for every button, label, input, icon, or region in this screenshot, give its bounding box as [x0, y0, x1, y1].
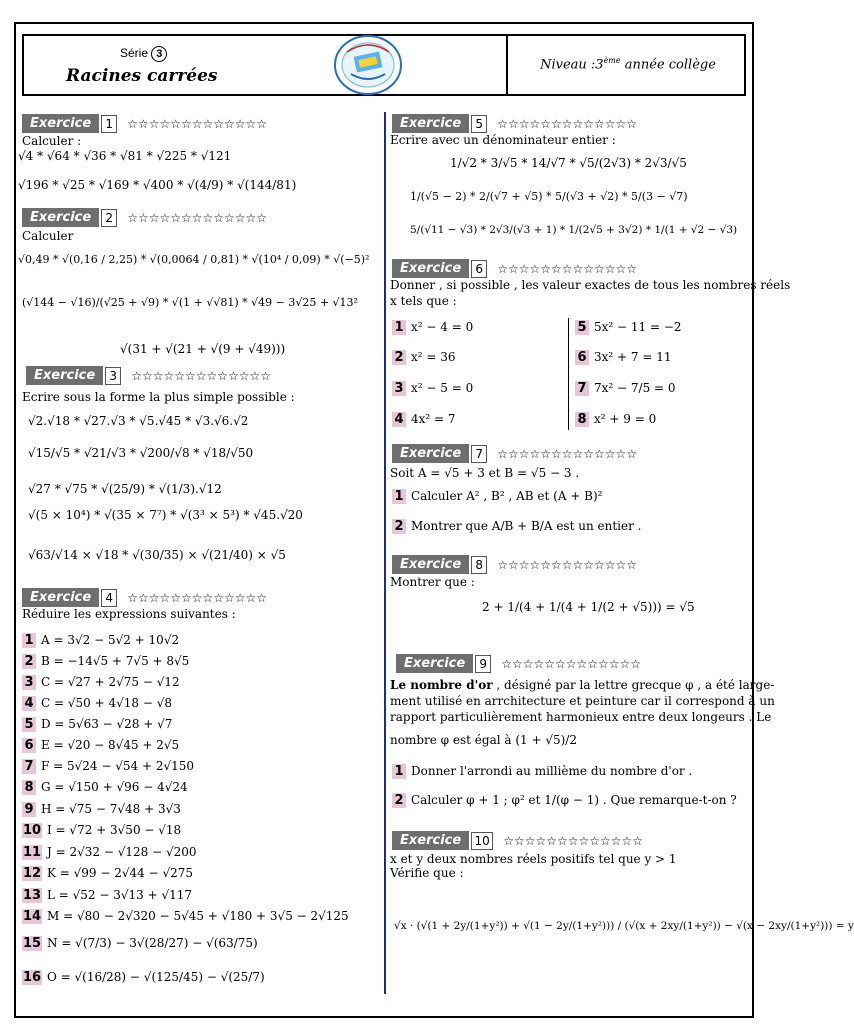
item-equation: x² − 5 = 0 — [411, 381, 474, 395]
item-expression: A = 3√2 − 5√2 + 10√2 — [41, 633, 180, 647]
item-number-badge: 15 — [22, 936, 42, 951]
exercise-3-heading: Exercice 3 ☆☆☆☆☆☆☆☆☆☆☆☆☆ — [26, 366, 271, 385]
column-separator — [384, 112, 386, 994]
exercise-3-row-3: √27 * √75 * √(25/9) * √(1/3).√12 — [28, 482, 222, 496]
serie-label: Série 3 — [120, 46, 167, 62]
item-expression: F = 5√24 − √54 + 2√150 — [41, 759, 195, 773]
item-expression: J = 2√32 − √128 − √200 — [47, 845, 197, 859]
item-expression: H = √75 − 7√48 + 3√3 — [41, 802, 181, 816]
item-number-badge: 8 — [22, 780, 36, 795]
item-number-badge: 6 — [575, 350, 589, 365]
exercise-3-row-2: √15/√5 * √21/√3 * √200/√8 * √18/√50 — [28, 446, 254, 460]
exercise-7-question-2: 2 Montrer que A/B + B/A est un entier . — [392, 519, 641, 534]
item-equation: x² + 9 = 0 — [594, 412, 657, 426]
item-expression: L = √52 − 3√13 + √117 — [47, 888, 193, 902]
item-equation: 3x² + 7 = 11 — [594, 350, 672, 364]
header-divider — [506, 36, 508, 94]
exercise-6-item — [392, 320, 473, 335]
exercise-7-heading: Exercice 7 ☆☆☆☆☆☆☆☆☆☆☆☆☆ — [392, 444, 637, 463]
item-expression: D = 5√63 − √28 + √7 — [41, 717, 173, 731]
exercise-4-item — [22, 845, 197, 860]
exercise-6-item — [575, 381, 676, 396]
school-logo-icon — [333, 34, 403, 96]
exercise-3-intro: Ecrire sous la forme la plus simple possible : — [22, 390, 295, 404]
exercise-9-question-2: 2 Calculer φ + 1 ; φ² et 1/(φ − 1) . Que remarque-t-on ? — [392, 793, 737, 808]
item-expression: E = √20 − 8√45 + 2√5 — [41, 738, 180, 752]
exercise-4-item — [22, 759, 194, 774]
exercise-7-intro: Soit A = √5 + 3 et B = √5 − 3 . — [390, 466, 580, 480]
exercise-1-intro: Calculer : — [22, 134, 82, 148]
exercise-9-para-1: Le nombre d'or , désigné par la lettre grecque φ , a été large- — [390, 678, 775, 692]
item-number-badge: 1 — [392, 320, 406, 335]
item-number-badge: 4 — [392, 412, 406, 427]
exercise-4-item — [22, 909, 349, 924]
exercise-9-para-3: rapport particulièrement harmonieux entre deux longeurs . Le — [390, 710, 772, 724]
exercise-5-row-1: 1/√2 * 3/√5 * 14/√7 * √5/(2√3) * 2√3/√5 — [450, 156, 687, 170]
serie-number: 3 — [151, 46, 167, 62]
exercise-4-heading: Exercice 4 ☆☆☆☆☆☆☆☆☆☆☆☆☆ — [22, 588, 267, 607]
item-number-badge: 4 — [22, 696, 36, 711]
exercise-1-row-2: √196 * √25 * √169 * √400 * √(4/9) * √(144/81) — [18, 178, 297, 192]
item-number-badge: 7 — [575, 381, 589, 396]
item-number-badge: 2 — [22, 654, 36, 669]
exercise-label: Exercice — [22, 114, 99, 133]
exercise-9-question-1: 1 Donner l'arrondi au millième du nombre d'or . — [392, 764, 692, 779]
exercise-4-item — [22, 633, 179, 648]
exercise-4-item — [22, 823, 181, 838]
item-expression: C = √27 + 2√75 − √12 — [41, 675, 180, 689]
exercise-6-item — [392, 350, 456, 365]
exercise-1-heading — [22, 114, 267, 133]
exercise-3-row-4: √(5 × 10⁴) * √(35 × 7⁷) * √(3³ × 5³) * √45.√20 — [28, 508, 303, 522]
item-equation: 5x² − 11 = −2 — [594, 320, 682, 334]
exercise-2-row-3: √(31 + √(21 + √(9 + √49))) — [120, 342, 286, 356]
exercise-6-intro-2: x tels que : — [390, 294, 457, 308]
item-expression: O = √(16/28) − √(125/45) − √(25/7) — [47, 970, 265, 984]
exercise-4-intro: Réduire les expressions suivantes : — [22, 607, 236, 621]
exercise-4-item — [22, 654, 189, 669]
exercise-5-row-3: 5/(√11 − √3) * 2√3/(√3 + 1) * 1/(2√5 + 3√2) * 1/(1 + √2 − √3) — [410, 224, 738, 236]
exercise-4-item — [22, 738, 179, 753]
exercise-6-intro-1: Donner , si possible , les valeur exactes de tous les nombres réels — [390, 278, 791, 292]
exercise-7-question-1: 1 Calculer A² , B² , AB et (A + B)² — [392, 489, 602, 504]
exercise-4-item — [22, 696, 172, 711]
exercise-6-item — [392, 412, 456, 427]
exercise-6-item — [575, 412, 656, 427]
item-number-badge: 7 — [22, 759, 36, 774]
header-left — [24, 36, 324, 94]
exercise-5-heading: Exercice 5 ☆☆☆☆☆☆☆☆☆☆☆☆☆ — [392, 114, 637, 133]
worksheet-title: Racines carrées — [66, 66, 218, 86]
item-expression: I = √72 + 3√50 − √18 — [47, 823, 182, 837]
difficulty-stars: ☆☆☆☆☆☆☆☆☆☆☆☆☆ — [127, 116, 268, 131]
exercise-5-intro: Ecrire avec un dénominateur entier : — [390, 133, 616, 147]
item-number-badge: 16 — [22, 970, 42, 985]
exercise-2-heading: Exercice 2 ☆☆☆☆☆☆☆☆☆☆☆☆☆ — [22, 208, 267, 227]
worksheet-header — [22, 34, 746, 96]
exercise-4-item — [22, 936, 258, 951]
exercise-3-row-5: √63/√14 × √18 * √(30/35) × √(21/40) × √5 — [28, 548, 286, 562]
item-number-badge: 3 — [22, 675, 36, 690]
exercise-5-row-2: 1/(√5 − 2) * 2/(√7 + √5) * 5/(√3 + √2) * 5/(3 − √7) — [410, 190, 688, 203]
item-number-badge: 10 — [22, 823, 42, 838]
item-expression: M = √80 − 2√320 − 5√45 + √180 + 3√5 − 2√125 — [47, 909, 349, 923]
exercise-2-row-1: √0,49 * √(0,16 / 2,25) * √(0,0064 / 0,81) * √(10⁴ / 0,09) * √(−5)² — [18, 253, 370, 266]
exercise-4-item — [22, 675, 180, 690]
exercise-9-heading: Exercice 9 ☆☆☆☆☆☆☆☆☆☆☆☆☆ — [396, 654, 641, 673]
exercise-4-item — [22, 717, 172, 732]
item-equation: x² = 36 — [411, 350, 456, 364]
item-number-badge: 6 — [22, 738, 36, 753]
exercise-8-heading: Exercice 8 ☆☆☆☆☆☆☆☆☆☆☆☆☆ — [392, 555, 637, 574]
item-number-badge: 13 — [22, 888, 42, 903]
item-equation: 7x² − 7/5 = 0 — [594, 381, 676, 395]
exercise-10-formula: √x · (√(1 + 2y/(1+y²)) + √(1 − 2y/(1+y²))) / (√(x + 2xy/(1+y²)) − √(x − 2xy/(1+y²))) = y — [394, 920, 854, 932]
item-expression: G = √150 + √96 − 4√24 — [41, 780, 188, 794]
exercise-6-divider — [568, 318, 569, 430]
item-equation: 4x² = 7 — [411, 412, 456, 426]
exercise-6-heading: Exercice 6 ☆☆☆☆☆☆☆☆☆☆☆☆☆ — [392, 259, 637, 278]
item-number-badge: 1 — [22, 633, 36, 648]
item-number-badge: 5 — [575, 320, 589, 335]
item-equation: x² − 4 = 0 — [411, 320, 474, 334]
exercise-8-intro: Montrer que : — [390, 575, 475, 589]
exercise-6-item — [392, 381, 473, 396]
exercise-10-heading: Exercice 10 ☆☆☆☆☆☆☆☆☆☆☆☆☆ — [392, 831, 643, 850]
exercise-6-item — [575, 320, 682, 335]
item-number-badge: 11 — [22, 845, 42, 860]
item-number-badge: 2 — [392, 350, 406, 365]
exercise-10-intro-2: Vérifie que : — [390, 866, 464, 880]
exercise-1-row-1: √4 * √64 * √36 * √81 * √225 * √121 — [18, 149, 232, 163]
item-expression: K = √99 − 2√44 − √275 — [47, 866, 194, 880]
exercise-10-intro-1: x et y deux nombres réels positifs tel que y > 1 — [390, 852, 677, 866]
item-number-badge: 5 — [22, 717, 36, 732]
exercise-9-para-4: nombre φ est égal à (1 + √5)/2 — [390, 733, 577, 747]
level-label: Niveau :3ème année collège — [540, 56, 716, 73]
item-number-badge: 12 — [22, 866, 42, 881]
item-expression: B = −14√5 + 7√5 + 8√5 — [41, 654, 190, 668]
exercise-3-row-1: √2.√18 * √27.√3 * √5.√45 * √3.√6.√2 — [28, 414, 249, 428]
item-expression: C = √50 + 4√18 − √8 — [41, 696, 172, 710]
item-number-badge: 3 — [392, 381, 406, 396]
exercise-6-item — [575, 350, 671, 365]
exercise-9-para-2: ment utilisé en arrchitecture et peinture car il correspond à un — [390, 694, 775, 708]
exercise-4-item — [22, 866, 193, 881]
item-expression: N = √(7/3) − 3√(28/27) − √(63/75) — [47, 936, 258, 950]
exercise-4-item — [22, 780, 188, 795]
exercise-4-item — [22, 888, 192, 903]
exercise-4-item — [22, 970, 265, 985]
exercise-number: 1 — [101, 115, 117, 133]
exercise-4-item — [22, 802, 181, 817]
exercise-2-intro: Calculer — [22, 229, 74, 243]
item-number-badge: 8 — [575, 412, 589, 427]
item-number-badge: 9 — [22, 802, 36, 817]
exercise-8-formula: 2 + 1/(4 + 1/(4 + 1/(2 + √5))) = √5 — [482, 600, 695, 614]
exercise-2-row-2: (√144 − √16)/(√25 + √9) * √(1 + √√81) * √49 − 3√25 + √13² — [22, 296, 358, 309]
item-number-badge: 14 — [22, 909, 42, 924]
